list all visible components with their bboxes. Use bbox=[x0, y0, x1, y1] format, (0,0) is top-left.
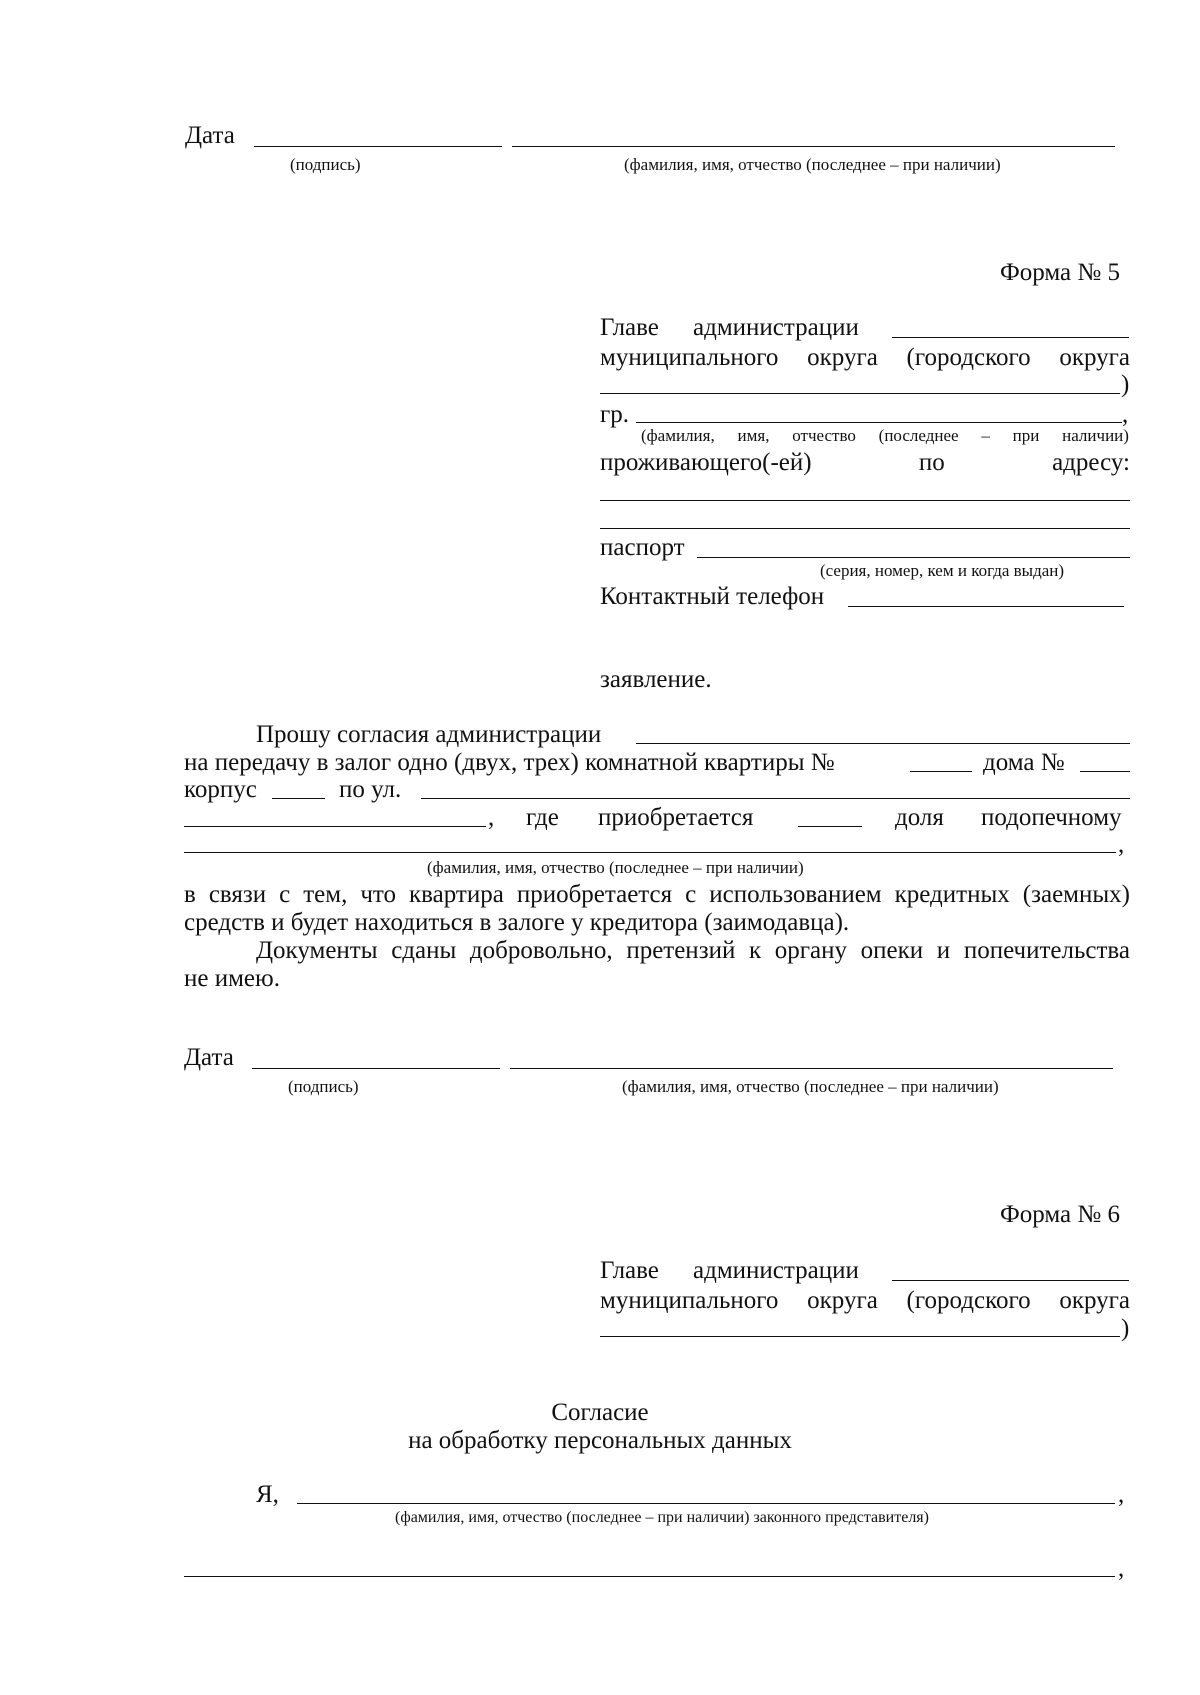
comma: , bbox=[1118, 1555, 1125, 1582]
addressee-word: муниципального bbox=[600, 344, 779, 371]
apartment-number-blank bbox=[910, 771, 972, 772]
body-text: где bbox=[526, 804, 559, 831]
administration-blank bbox=[636, 743, 1130, 744]
passport-caption: (серия, номер, кем и когда выдан) bbox=[820, 561, 1065, 580]
closing-paren: ) bbox=[1121, 371, 1130, 398]
form-number: Форма № 6 bbox=[1000, 1201, 1120, 1228]
body-text: Прошу согласия администрации bbox=[256, 721, 602, 748]
signature-line bbox=[252, 1068, 500, 1069]
share-blank bbox=[798, 826, 862, 827]
body-text: на передачу в залог одно (двух, трех) комнатной квартиры № bbox=[184, 749, 835, 776]
comma: , bbox=[1118, 831, 1125, 858]
building-blank bbox=[272, 798, 325, 799]
addressee-word: Главе bbox=[600, 314, 659, 341]
date-label: Дата bbox=[184, 1044, 234, 1071]
addressee-blank bbox=[892, 1280, 1129, 1281]
fio-line bbox=[510, 1068, 1113, 1069]
addressee-line: муниципального округа (городского округа bbox=[600, 1287, 1130, 1314]
street-blank-2 bbox=[184, 826, 486, 827]
district-blank bbox=[600, 1336, 1120, 1337]
closing-paren: ) bbox=[1121, 1315, 1130, 1342]
address-blank-1 bbox=[600, 500, 1130, 501]
phone-blank bbox=[848, 606, 1124, 607]
fio-caption: (фамилия, имя, отчество (последнее – при наличии) bbox=[624, 155, 1001, 174]
citizen-blank bbox=[636, 422, 1122, 423]
body-text: подопечному bbox=[981, 804, 1122, 831]
comma: , bbox=[1122, 401, 1129, 428]
ward-caption: (фамилия, имя, отчество (последнее – при наличии) bbox=[427, 858, 804, 877]
body-text: доля bbox=[895, 804, 944, 831]
fio-line bbox=[512, 146, 1115, 147]
body-text: по ул. bbox=[339, 776, 402, 803]
consent-title: Согласие bbox=[551, 1399, 649, 1426]
body-text: дома № bbox=[983, 749, 1065, 776]
consent-subtitle: на обработку персональных данных bbox=[408, 1427, 792, 1454]
form-number: Форма № 5 bbox=[1000, 259, 1120, 286]
body-text: приобретается bbox=[598, 804, 754, 831]
addressee-word: администрации bbox=[693, 1257, 859, 1284]
street-blank bbox=[421, 798, 1130, 799]
statement-title: заявление. bbox=[600, 666, 712, 693]
addressee-word: Главе bbox=[600, 1257, 659, 1284]
addressee-line bbox=[600, 345, 1130, 370]
citizen-prefix: гр. bbox=[600, 401, 630, 428]
phone-label: Контактный телефон bbox=[600, 583, 825, 610]
body-text: средств и будет находиться в залоге у кредитора (заимодавца). bbox=[184, 909, 850, 936]
addressee-word: (городского bbox=[906, 344, 1031, 371]
house-number-blank bbox=[1080, 771, 1130, 772]
signature-caption: (подпись) bbox=[290, 155, 361, 174]
comma: , bbox=[488, 804, 495, 831]
body-text: корпус bbox=[184, 776, 257, 803]
signature-line bbox=[254, 146, 502, 147]
date-label: Дата bbox=[185, 122, 235, 149]
passport-label: паспорт bbox=[600, 534, 685, 561]
residing-line: проживающего(-ей) по адресу: bbox=[600, 449, 1130, 476]
body-paragraph-line: в связи с тем, что квартира приобретается с использованием кредитных (заемных) bbox=[184, 881, 1130, 908]
passport-blank bbox=[697, 557, 1130, 558]
fio-caption: (фамилия, имя, отчество (последнее – при наличии) bbox=[622, 1077, 999, 1096]
signature-caption: (подпись) bbox=[288, 1077, 359, 1096]
i-label: Я, bbox=[256, 1481, 279, 1508]
address-blank-2 bbox=[600, 528, 1130, 529]
ward-name-blank bbox=[184, 852, 1116, 853]
representative-blank-2 bbox=[184, 1576, 1115, 1577]
body-paragraph-line: Документы сданы добровольно, претензий к органу опеки и попечительства bbox=[256, 937, 1130, 964]
district-blank bbox=[600, 393, 1120, 394]
addressee-blank bbox=[892, 337, 1129, 338]
body-text: не имею. bbox=[184, 965, 280, 992]
comma: , bbox=[1118, 1481, 1125, 1508]
representative-caption: (фамилия, имя, отчество (последнее – при наличии) законного представителя) bbox=[395, 1509, 929, 1526]
representative-blank bbox=[297, 1503, 1115, 1504]
citizen-caption: (фамилия, имя, отчество (последнее – при наличии) bbox=[641, 426, 1129, 445]
addressee-word: администрации bbox=[693, 314, 859, 341]
addressee-word: округа bbox=[807, 344, 878, 371]
addressee-word: округа bbox=[1059, 344, 1130, 371]
